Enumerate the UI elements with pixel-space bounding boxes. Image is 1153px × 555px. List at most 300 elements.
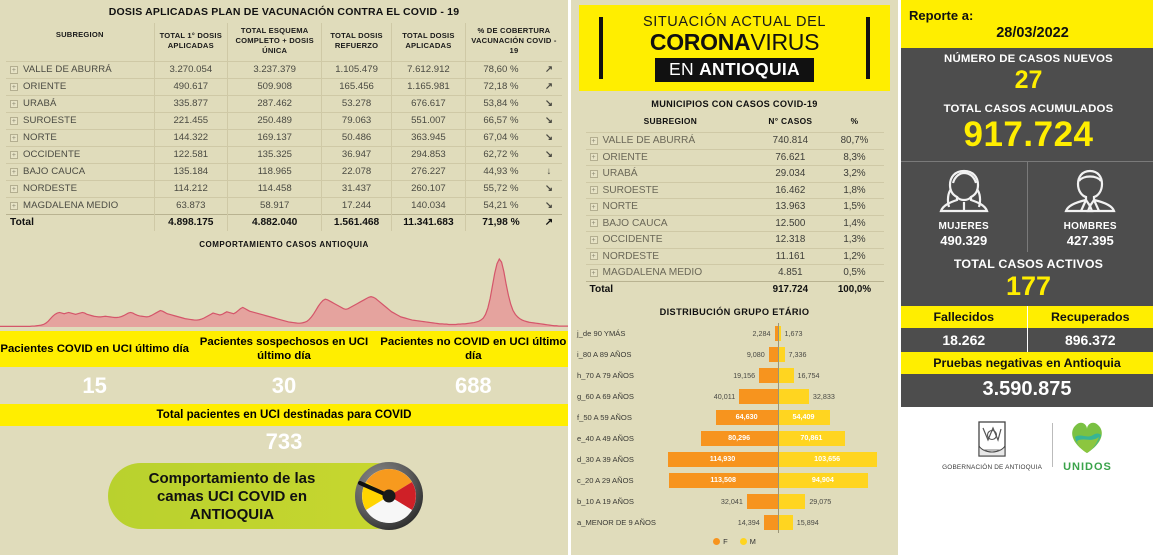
vaccination-panel [0, 0, 568, 555]
percent-cell: 1,3% [825, 232, 883, 249]
expand-icon[interactable]: + [591, 220, 596, 228]
uci-nocovid-label: Pacientes no COVID en UCI último día [380, 335, 567, 363]
age-pyramid-chart [571, 323, 898, 533]
report-date: 28/03/2022 [996, 24, 1069, 41]
uci-covid-label: Pacientes COVID en UCI último día [0, 342, 189, 355]
region-cell [6, 214, 154, 231]
region-cell[interactable] [6, 112, 154, 129]
legend-dot-female [713, 538, 720, 545]
region-label: OCCIDENTE [602, 234, 663, 246]
total-dosis-cell: 276.227 [391, 163, 465, 180]
trend-arrow-icon: ↘ [536, 112, 562, 129]
region-label: URABÁ [602, 168, 638, 180]
refuerzo-cell: 165.456 [322, 78, 392, 95]
pyramid-bars [663, 323, 892, 344]
legend-dot-male [740, 538, 747, 545]
pyramid-value-male: 94,904 [811, 474, 834, 484]
region-label: NORTE [23, 132, 57, 144]
pyramid-value-female: 19,156 [733, 370, 756, 380]
pyramid-bars [663, 407, 892, 428]
col-total-dosis[interactable]: TOTAL DOSIS APLICADAS [391, 23, 465, 61]
primera-dosis-cell: 122.581 [154, 146, 228, 163]
vaccination-total-row [6, 214, 562, 231]
primera-dosis-cell: 144.322 [154, 129, 228, 146]
table-row [6, 129, 562, 146]
trend-arrow-icon: ↗ [536, 78, 562, 95]
region-cell[interactable] [6, 129, 154, 146]
expand-icon[interactable]: + [591, 236, 596, 244]
region-label: ORIENTE [23, 81, 67, 93]
active-cases-value: 177 [1005, 271, 1052, 301]
uci-sospechosos-value: 30 [271, 372, 297, 398]
gobernacion-logo-block [942, 420, 1042, 471]
expand-icon[interactable]: + [11, 117, 17, 125]
cobertura-cell: 71,98 % [465, 214, 536, 231]
cases-curve-chart [0, 253, 568, 331]
pyramid-axis-line [778, 512, 779, 533]
region-cell[interactable] [586, 215, 756, 232]
pyramid-row [577, 323, 892, 344]
pyramid-axis-line [778, 344, 779, 365]
esquema-completo-cell: 287.462 [228, 95, 322, 112]
mun-col-subregion[interactable]: SUBREGION [643, 116, 698, 126]
uci-beds-logo [0, 461, 568, 533]
pyramid-value-male: 70,861 [800, 432, 823, 442]
woman-icon [933, 167, 995, 215]
coronavirus-panel [568, 0, 898, 555]
primera-dosis-cell: 490.617 [154, 78, 228, 95]
total-dosis-cell: 551.007 [391, 112, 465, 129]
primera-dosis-cell: 3.270.054 [154, 61, 228, 78]
vaccination-table [6, 23, 562, 231]
unidos-caption: UNIDOS [1063, 461, 1112, 473]
pyramid-row [577, 428, 892, 449]
primera-dosis-cell: 335.877 [154, 95, 228, 112]
women-label: MUJERES [938, 221, 989, 232]
pyramid-value-male: 16,754 [797, 370, 820, 380]
cases-cell: 13.963 [755, 199, 825, 216]
pyramid-age-label: h_70 A 79 AÑOS [577, 370, 634, 380]
cobertura-cell: 66,57 % [465, 112, 536, 129]
table-row [586, 232, 884, 249]
uci-labels-row [0, 331, 568, 367]
pyramid-legend [571, 537, 898, 546]
region-label: VALLE DE ABURRÁ [23, 64, 112, 76]
pyramid-bars [663, 512, 892, 533]
active-cases-block [901, 252, 1153, 306]
pyramid-row [577, 449, 892, 470]
region-label: Total [10, 217, 35, 229]
pyramid-axis-line [778, 428, 779, 449]
pyramid-value-male: 7,336 [788, 349, 807, 359]
pyramid-age-label: a_MENOR DE 9 AÑOS [577, 517, 656, 527]
header-line1: SITUACIÓN ACTUAL DEL [642, 14, 827, 30]
region-label: BAJO CAUCA [602, 217, 668, 229]
total-dosis-cell: 294.853 [391, 146, 465, 163]
total-dosis-cell: 11.341.683 [391, 214, 465, 231]
cases-cell: 12.500 [755, 215, 825, 232]
trend-arrow-icon: ↓ [536, 163, 562, 180]
legend-label-female: F [723, 536, 728, 546]
region-label: MAGDALENA MEDIO [602, 267, 703, 279]
total-cases-block [901, 99, 1153, 161]
pyramid-value-female: 40,011 [713, 391, 736, 401]
deaths-value: 18.262 [901, 328, 1027, 352]
cobertura-cell: 44,93 % [465, 163, 536, 180]
expand-icon[interactable]: + [11, 202, 17, 210]
trend-arrow-icon: ↘ [536, 197, 562, 214]
man-icon [1059, 167, 1121, 215]
region-cell[interactable] [6, 61, 154, 78]
header-line3: EN ANTIOQUIA [655, 58, 814, 82]
header-line2: CORONAVIRUS [649, 29, 820, 55]
curve-title: COMPORTAMIENTO CASOS ANTIOQUIA [199, 240, 369, 250]
trend-arrow-icon: ↘ [536, 95, 562, 112]
expand-icon[interactable]: + [591, 154, 596, 162]
pyramid-bar-male [778, 368, 794, 383]
pyramid-value-female: 80,296 [728, 432, 751, 442]
esquema-completo-cell: 58.917 [228, 197, 322, 214]
region-label: NORDESTE [23, 183, 78, 195]
pyramid-bar-male [778, 452, 877, 467]
pyramid-value-female: 2,284 [752, 328, 771, 338]
pyramid-row [577, 407, 892, 428]
pyramid-value-female: 9,080 [746, 349, 765, 359]
trend-arrow-icon: ↘ [536, 180, 562, 197]
header-bar-left [599, 17, 603, 79]
pyramid-row [577, 344, 892, 365]
pyramid-age-label: f_50 A 59 AÑOS [577, 412, 632, 422]
percent-cell: 3,2% [825, 166, 883, 183]
expand-icon[interactable]: + [11, 151, 17, 159]
pyramid-bar-male [778, 431, 846, 446]
region-cell[interactable] [6, 95, 154, 112]
pyramid-bar-male [778, 410, 830, 425]
refuerzo-cell: 50.486 [322, 129, 392, 146]
region-cell [586, 281, 756, 298]
region-cell[interactable] [6, 180, 154, 197]
new-cases-label: NÚMERO DE CASOS NUEVOS [944, 53, 1113, 65]
cases-cell: 4.851 [755, 265, 825, 282]
deaths-recovered-labels [901, 306, 1153, 328]
pyramid-value-male: 15,894 [796, 517, 819, 527]
cases-cell: 76.621 [755, 149, 825, 166]
esquema-completo-cell: 169.137 [228, 129, 322, 146]
region-label: MAGDALENA MEDIO [23, 200, 119, 212]
pyramid-row [577, 365, 892, 386]
svg-text:ANTIOQUIA: ANTIOQUIA [189, 506, 275, 524]
curve-area-fill [0, 259, 568, 327]
region-cell[interactable] [586, 248, 756, 265]
pyramid-bars [663, 491, 892, 512]
region-cell[interactable] [6, 78, 154, 95]
table-row [586, 248, 884, 265]
refuerzo-cell: 17.244 [322, 197, 392, 214]
region-cell[interactable] [6, 146, 154, 163]
pyramid-age-label: j_de 90 YMÁS [577, 328, 626, 338]
pyramid-bar-female [769, 347, 778, 362]
expand-icon[interactable]: + [11, 168, 17, 176]
expand-icon[interactable]: + [11, 83, 17, 91]
header-bar-right [866, 17, 870, 79]
active-cases-label: TOTAL CASOS ACTIVOS [953, 257, 1104, 271]
region-cell[interactable] [586, 232, 756, 249]
region-label: ORIENTE [602, 151, 648, 163]
total-dosis-cell: 260.107 [391, 180, 465, 197]
new-cases-block [901, 48, 1153, 99]
logos-footer [901, 407, 1153, 473]
cobertura-cell: 72,18 % [465, 78, 536, 95]
cobertura-cell: 55,72 % [465, 180, 536, 197]
refuerzo-cell: 31.437 [322, 180, 392, 197]
refuerzo-cell: 36.947 [322, 146, 392, 163]
total-cases-value: 917.724 [963, 115, 1094, 154]
pyramid-row [577, 470, 892, 491]
expand-icon[interactable]: + [591, 269, 596, 277]
cobertura-cell: 78,60 % [465, 61, 536, 78]
refuerzo-cell: 53.278 [322, 95, 392, 112]
table-row [6, 95, 562, 112]
municipios-table-body [586, 133, 884, 298]
legend-label-male: M [749, 536, 756, 546]
municipios-table [586, 114, 884, 298]
cases-cell: 740.814 [755, 133, 825, 150]
expand-icon[interactable]: + [11, 134, 17, 142]
gobernacion-shield-icon [970, 420, 1014, 462]
gender-cell-women [901, 162, 1027, 252]
table-row [586, 215, 884, 232]
region-label: Total [589, 284, 614, 295]
esquema-completo-cell: 3.237.379 [228, 61, 322, 78]
pyramid-axis-line [778, 323, 779, 344]
expand-icon[interactable]: + [591, 203, 596, 211]
refuerzo-cell: 79.063 [322, 112, 392, 129]
negative-tests-value: 3.590.875 [901, 374, 1153, 407]
municipios-total-row [586, 281, 884, 298]
esquema-completo-cell: 135.325 [228, 146, 322, 163]
logo-divider [1052, 423, 1053, 467]
uci-covid-value: 15 [82, 372, 107, 398]
table-row [6, 61, 562, 78]
pyramid-bars [663, 449, 892, 470]
pyramid-bar-female [668, 452, 778, 467]
region-label: BAJO CAUCA [23, 166, 86, 178]
deaths-recovered-values [901, 328, 1153, 352]
expand-icon[interactable]: + [591, 170, 596, 178]
esquema-completo-cell: 250.489 [228, 112, 322, 129]
cobertura-cell: 53,84 % [465, 95, 536, 112]
table-row [6, 197, 562, 214]
region-cell[interactable] [586, 265, 756, 282]
pyramid-value-male: 103,656 [814, 453, 841, 463]
vaccination-table-body [6, 61, 562, 231]
region-cell[interactable] [586, 133, 756, 150]
total-dosis-cell: 676.617 [391, 95, 465, 112]
esquema-completo-cell: 118.965 [228, 163, 322, 180]
region-cell[interactable] [586, 166, 756, 183]
uci-sospechosos-label: Pacientes sospechosos en UCI último día [199, 335, 369, 363]
table-row [586, 166, 884, 183]
region-label: VALLE DE ABURRÁ [602, 135, 696, 147]
total-cases-label: TOTAL CASOS ACUMULADOS [943, 103, 1114, 115]
legend-item-m[interactable] [740, 537, 756, 546]
pyramid-bar-male [778, 494, 806, 509]
table-row [6, 180, 562, 197]
gender-breakdown [901, 161, 1153, 252]
region-label: NORDESTE [602, 250, 660, 262]
primera-dosis-cell: 221.455 [154, 112, 228, 129]
expand-icon[interactable]: + [11, 66, 17, 74]
pyramid-value-male: 32,833 [812, 391, 835, 401]
unidos-heart-icon [1065, 417, 1109, 459]
col-primera-dosis[interactable]: TOTAL 1° DOSIS APLICADAS [154, 23, 228, 61]
pyramid-bar-female [759, 368, 777, 383]
primera-dosis-cell: 4.898.175 [154, 214, 228, 231]
table-row [6, 78, 562, 95]
percent-cell: 100,0% [825, 281, 883, 298]
table-row [586, 265, 884, 282]
pyramid-bar-female [739, 389, 777, 404]
refuerzo-cell: 22.078 [322, 163, 392, 180]
summary-panel [898, 0, 1153, 555]
table-row [6, 112, 562, 129]
pyramid-axis-line [778, 470, 779, 491]
uci-nocovid-value: 688 [454, 372, 492, 398]
col-esquema-completo[interactable]: TOTAL ESQUEMA COMPLETO + DOSIS ÚNICA [228, 23, 322, 61]
pyramid-age-label: e_40 A 49 AÑOS [577, 433, 634, 443]
col-refuerzo[interactable]: TOTAL DOSIS REFUERZO [322, 23, 392, 61]
gender-cell-men [1027, 162, 1153, 252]
percent-cell: 1,5% [825, 199, 883, 216]
pyramid-bar-male [778, 347, 785, 362]
percent-cell: 0,5% [825, 265, 883, 282]
report-label: Reporte a: [909, 7, 974, 23]
cobertura-cell: 54,21 % [465, 197, 536, 214]
total-dosis-cell: 140.034 [391, 197, 465, 214]
pyramid-row [577, 386, 892, 407]
region-label: SUROESTE [23, 115, 77, 127]
pyramid-bar-female [764, 515, 778, 530]
pyramid-bars [663, 470, 892, 491]
table-row [586, 133, 884, 150]
pyramid-age-label: d_30 A 39 AÑOS [577, 454, 634, 464]
primera-dosis-cell: 114.212 [154, 180, 228, 197]
region-cell[interactable] [586, 182, 756, 199]
region-cell[interactable] [6, 197, 154, 214]
pyramid-bar-female [716, 410, 778, 425]
esquema-completo-cell: 509.908 [228, 78, 322, 95]
recovered-label: Recuperados [1027, 306, 1153, 328]
mun-col-pct[interactable]: % [850, 116, 859, 126]
expand-icon[interactable]: + [11, 100, 17, 108]
table-row [586, 149, 884, 166]
region-cell[interactable] [6, 163, 154, 180]
cases-cell: 917.724 [755, 281, 825, 298]
cases-cell: 16.462 [755, 182, 825, 199]
pyramid-axis-line [778, 491, 779, 512]
region-label: OCCIDENTE [23, 149, 81, 161]
report-date-block [901, 0, 1153, 48]
uci-total-value: 733 [265, 429, 303, 455]
expand-icon[interactable]: + [591, 137, 596, 145]
primera-dosis-cell: 135.184 [154, 163, 228, 180]
pyramid-axis-line [778, 386, 779, 407]
coronavirus-header [579, 5, 890, 91]
pyramid-bar-female [669, 473, 778, 488]
esquema-completo-cell: 4.882.040 [228, 214, 322, 231]
total-dosis-cell: 363.945 [391, 129, 465, 146]
uci-logo-svg [0, 461, 568, 533]
uci-values-row [0, 367, 568, 404]
pyramid-title: DISTRIBUCIÓN GRUPO ETÁRIO [659, 306, 810, 317]
pyramid-axis-line [778, 449, 779, 470]
recovered-value: 896.372 [1027, 328, 1153, 352]
col-subregion[interactable]: SUBREGION [55, 30, 104, 39]
men-label: HOMBRES [1063, 221, 1117, 232]
total-dosis-cell: 1.165.981 [391, 78, 465, 95]
region-cell[interactable] [586, 149, 756, 166]
expand-icon[interactable]: + [591, 253, 596, 261]
pyramid-value-female: 114,930 [709, 453, 736, 463]
table-row [586, 199, 884, 216]
men-value: 427.395 [1066, 233, 1114, 248]
pyramid-bar-female [701, 431, 778, 446]
vaccination-title: DOSIS APLICADAS PLAN DE VACUNACIÓN CONTRA EL COVID - 19 [108, 6, 460, 18]
uci-total-label: Total pacientes en UCI destinadas para COVID [0, 404, 568, 426]
expand-icon[interactable]: + [11, 185, 17, 193]
pyramid-value-male: 1,673 [784, 328, 803, 338]
svg-text:camas UCI COVID en: camas UCI COVID en [156, 488, 308, 506]
table-row [6, 146, 562, 163]
expand-icon[interactable]: + [591, 187, 596, 195]
pyramid-bars [663, 386, 892, 407]
region-label: SUROESTE [602, 184, 659, 196]
mun-col-casos[interactable]: N° CASOS [768, 116, 813, 126]
pyramid-bar-male [778, 389, 809, 404]
svg-text:Comportamiento de las: Comportamiento de las [148, 470, 316, 488]
percent-cell: 80,7% [825, 133, 883, 150]
cases-cell: 29.034 [755, 166, 825, 183]
gobernacion-caption: GOBERNACIÓN DE ANTIOQUIA [942, 463, 1043, 471]
region-label: NORTE [602, 201, 638, 213]
municipios-title: MUNICIPIOS CON CASOS COVID-19 [651, 99, 818, 109]
pyramid-age-label: i_80 A 89 AÑOS [577, 349, 632, 359]
col-cobertura[interactable]: % DE COBERTURA VACUNACIÓN COVID - 19 [465, 23, 562, 61]
refuerzo-cell: 1.105.479 [322, 61, 392, 78]
women-value: 490.329 [940, 233, 988, 248]
region-label: URABÁ [23, 98, 57, 110]
cases-curve-svg [0, 253, 568, 331]
pyramid-row [577, 491, 892, 512]
percent-cell: 8,3% [825, 149, 883, 166]
region-cell[interactable] [586, 199, 756, 216]
refuerzo-cell: 1.561.468 [322, 214, 392, 231]
pyramid-bar-male [778, 473, 869, 488]
new-cases-value: 27 [1014, 66, 1043, 94]
municipios-header-row [586, 114, 884, 133]
percent-cell: 1,8% [825, 182, 883, 199]
pyramid-value-female: 32,041 [720, 496, 743, 506]
percent-cell: 1,4% [825, 215, 883, 232]
deaths-label: Fallecidos [901, 306, 1027, 328]
legend-item-f[interactable] [713, 537, 728, 546]
primera-dosis-cell: 63.873 [154, 197, 228, 214]
pyramid-bars [663, 428, 892, 449]
table-row [6, 163, 562, 180]
cobertura-cell: 67,04 % [465, 129, 536, 146]
total-dosis-cell: 7.612.912 [391, 61, 465, 78]
table-header-row [6, 23, 562, 61]
